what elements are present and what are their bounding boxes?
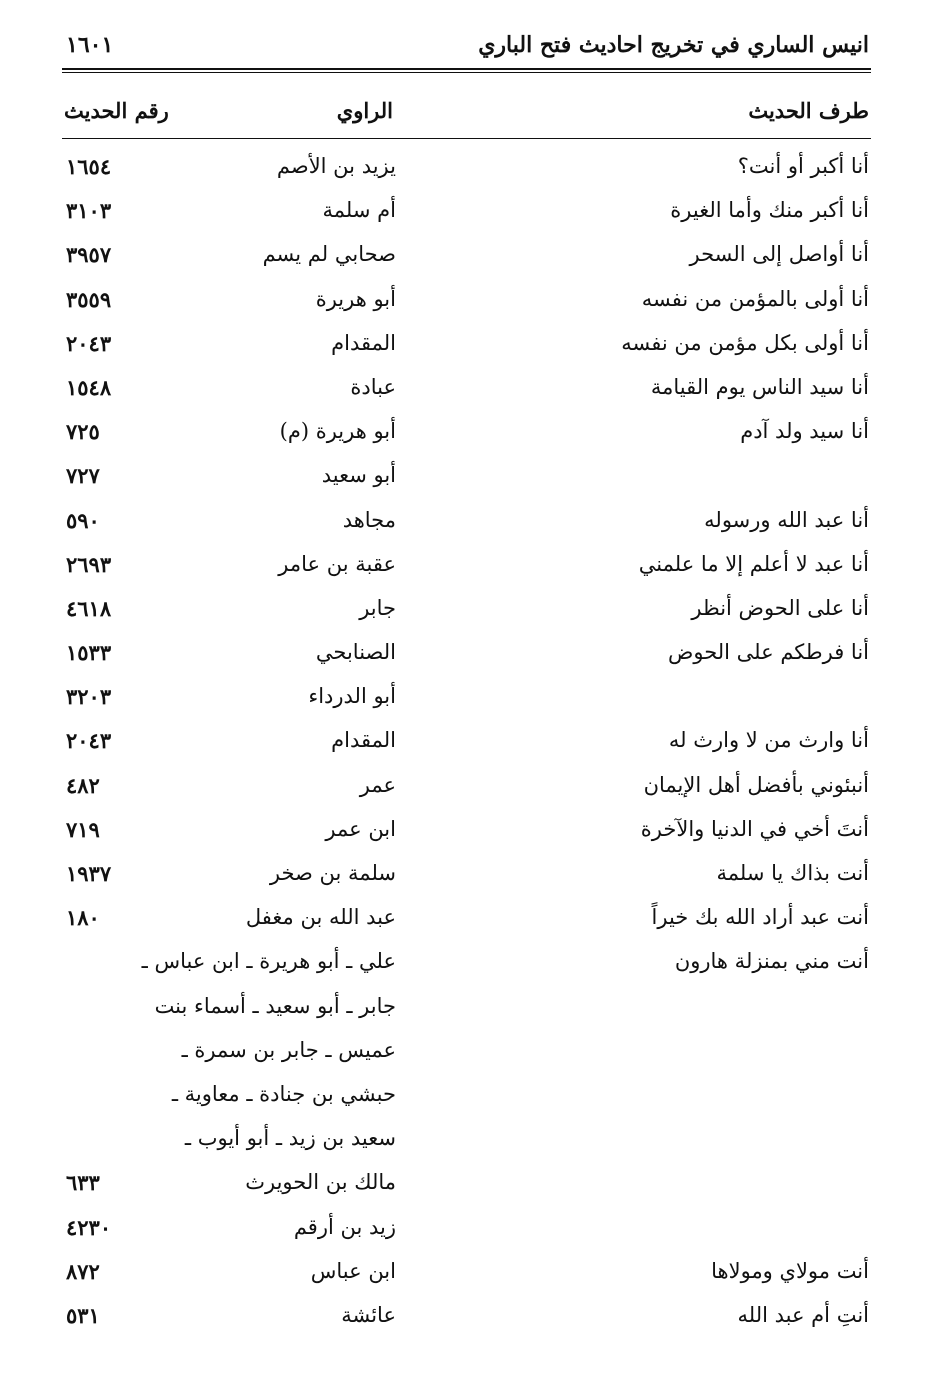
hadith-number: ٥٩٠ xyxy=(66,507,100,533)
narrator-text: عميس ـ جابر بن سمرة ـ xyxy=(181,1037,396,1062)
narrator-text: أبو هريرة xyxy=(315,286,396,311)
hadith-number: ٢٠٤٣ xyxy=(66,330,112,356)
narrator-text: أبو الدرداء xyxy=(308,684,396,709)
table-row xyxy=(0,504,941,548)
hadith-number: ٣٢٠٣ xyxy=(66,684,112,710)
hadith-number: ٣١٠٣ xyxy=(66,198,112,224)
table-row xyxy=(0,813,941,857)
table-row xyxy=(0,769,941,813)
narrator-text: يزيد بن الأصم xyxy=(276,154,396,178)
hadith-text: أنا وارث من لا وارث له xyxy=(668,728,869,753)
table-row xyxy=(0,1211,941,1255)
hadith-number: ٢٠٤٣ xyxy=(66,728,112,754)
narrator-text: جابر ـ أبو سعيد ـ أسماء بنت xyxy=(154,993,396,1018)
table-row xyxy=(0,327,941,371)
narrator-text: أبو سعيد xyxy=(321,463,396,488)
column-header-number: رقم الحديث xyxy=(64,98,169,123)
table-row xyxy=(0,990,941,1034)
table-row xyxy=(0,415,941,459)
table-row xyxy=(0,901,941,945)
header-rule-thin xyxy=(62,72,871,73)
table-row xyxy=(0,459,941,503)
narrator-text: زيد بن أرقم xyxy=(293,1214,396,1239)
hadith-text: أنبئوني بأفضل أهل الإيمان xyxy=(643,772,869,797)
table-row xyxy=(0,371,941,415)
page-number: ١٦٠١ xyxy=(66,32,114,58)
narrator-text: مالك بن الحويرث xyxy=(245,1170,396,1195)
hadith-text: أنت مولاي ومولاها xyxy=(711,1258,869,1283)
narrator-text: الصنابحي xyxy=(315,640,396,665)
hadith-text: أنا أواصل إلى السحر xyxy=(689,242,869,267)
hadith-text: أنت مني بمنزلة هارون xyxy=(674,949,869,974)
hadith-number: ١٦٥٤ xyxy=(66,154,112,179)
hadith-text: أنا فرطكم على الحوض xyxy=(667,640,869,665)
hadith-number: ٣٩٥٧ xyxy=(66,242,112,268)
table-row xyxy=(0,283,941,327)
narrator-text: جابر xyxy=(359,595,396,620)
column-header-narrator: الراوي xyxy=(336,98,393,123)
hadith-text: أنتَ أخي في الدنيا والآخرة xyxy=(640,816,869,841)
narrator-text: ابن عباس xyxy=(310,1258,396,1283)
narrator-text: علي ـ أبو هريرة ـ ابن عباس ـ xyxy=(141,949,396,974)
hadith-number: ٤٢٣٠ xyxy=(66,1214,112,1240)
hadith-number: ٧١٩ xyxy=(66,816,100,842)
table-row xyxy=(0,945,941,989)
hadith-number: ٧٢٧ xyxy=(66,463,100,489)
hadith-number: ٧٢٥ xyxy=(66,419,100,445)
table-row xyxy=(0,857,941,901)
table-row xyxy=(0,636,941,680)
hadith-number: ٢٦٩٣ xyxy=(66,551,112,577)
table-row xyxy=(0,150,941,194)
hadith-number: ٥٣١ xyxy=(66,1302,100,1328)
hadith-number: ٨٧٢ xyxy=(66,1258,100,1284)
table-row xyxy=(0,1034,941,1078)
narrator-text: عائشة xyxy=(341,1302,396,1327)
hadith-text: أنا عبد لا أعلم إلا ما علمني xyxy=(638,551,869,576)
table-row xyxy=(0,1255,941,1299)
header-rule xyxy=(62,68,871,70)
hadith-text: أنا أولى بكل مؤمن من نفسه xyxy=(621,330,869,355)
table-row xyxy=(0,1299,941,1343)
hadith-number: ١٩٣٧ xyxy=(66,861,112,886)
narrator-text: المقدام xyxy=(331,330,396,355)
hadith-text: أنا سيد ولد آدم xyxy=(740,419,869,444)
narrator-text: سعيد بن زيد ـ أبو أيوب ـ xyxy=(184,1126,396,1151)
table-row xyxy=(0,194,941,238)
hadith-number: ١٥٤٨ xyxy=(66,374,112,400)
running-header-title: انيس الساري في تخريج احاديث فتح الباري xyxy=(478,32,869,58)
hadith-text: أنا أكبر أو أنت؟ xyxy=(737,154,869,178)
hadith-number: ٣٥٥٩ xyxy=(66,286,112,312)
hadith-number: ١٥٣٣ xyxy=(66,640,112,666)
narrator-text: سلمة بن صخر xyxy=(269,861,396,885)
hadith-text: أنا سيد الناس يوم القيامة xyxy=(650,374,869,399)
index-table xyxy=(0,150,941,1343)
narrator-text: عقبة بن عامر xyxy=(278,551,396,576)
column-header-hadith: طرف الحديث xyxy=(748,98,869,123)
narrator-text: أم سلمة xyxy=(322,198,396,223)
table-row xyxy=(0,548,941,592)
narrator-text: المقدام xyxy=(331,728,396,753)
narrator-text: صحابي لم يسم xyxy=(262,242,396,267)
column-header-rule xyxy=(62,138,871,139)
table-row xyxy=(0,1122,941,1166)
table-row xyxy=(0,1166,941,1210)
hadith-number: ٤٦١٨ xyxy=(66,595,112,621)
hadith-number: ٦٣٣ xyxy=(66,1170,100,1196)
hadith-number: ٤٨٢ xyxy=(66,772,100,798)
narrator-text: أبو هريرة (م) xyxy=(279,419,396,444)
narrator-text: عبادة xyxy=(350,374,396,399)
hadith-text: أنت عبد أراد الله بك خيراً xyxy=(651,905,869,930)
hadith-text: أنت بذاك يا سلمة xyxy=(716,861,869,885)
hadith-text: أنتِ أم عبد الله xyxy=(737,1302,869,1327)
narrator-text: عبد الله بن مغفل xyxy=(245,905,396,930)
table-row xyxy=(0,724,941,768)
hadith-text: أنا أولى بالمؤمن من نفسه xyxy=(641,286,869,311)
hadith-text: أنا عبد الله ورسوله xyxy=(704,507,869,532)
narrator-text: مجاهد xyxy=(342,507,396,532)
narrator-text: ابن عمر xyxy=(325,816,396,841)
hadith-text: أنا أكبر منك وأما الغيرة xyxy=(670,198,869,223)
table-row xyxy=(0,680,941,724)
table-row xyxy=(0,1078,941,1122)
narrator-text: حبشي بن جنادة ـ معاوية ـ xyxy=(171,1081,396,1106)
narrator-text: عمر xyxy=(359,772,396,797)
hadith-text: أنا على الحوض أنظر xyxy=(691,595,869,620)
hadith-number: ١٨٠ xyxy=(66,905,100,931)
table-row xyxy=(0,592,941,636)
table-row xyxy=(0,238,941,282)
